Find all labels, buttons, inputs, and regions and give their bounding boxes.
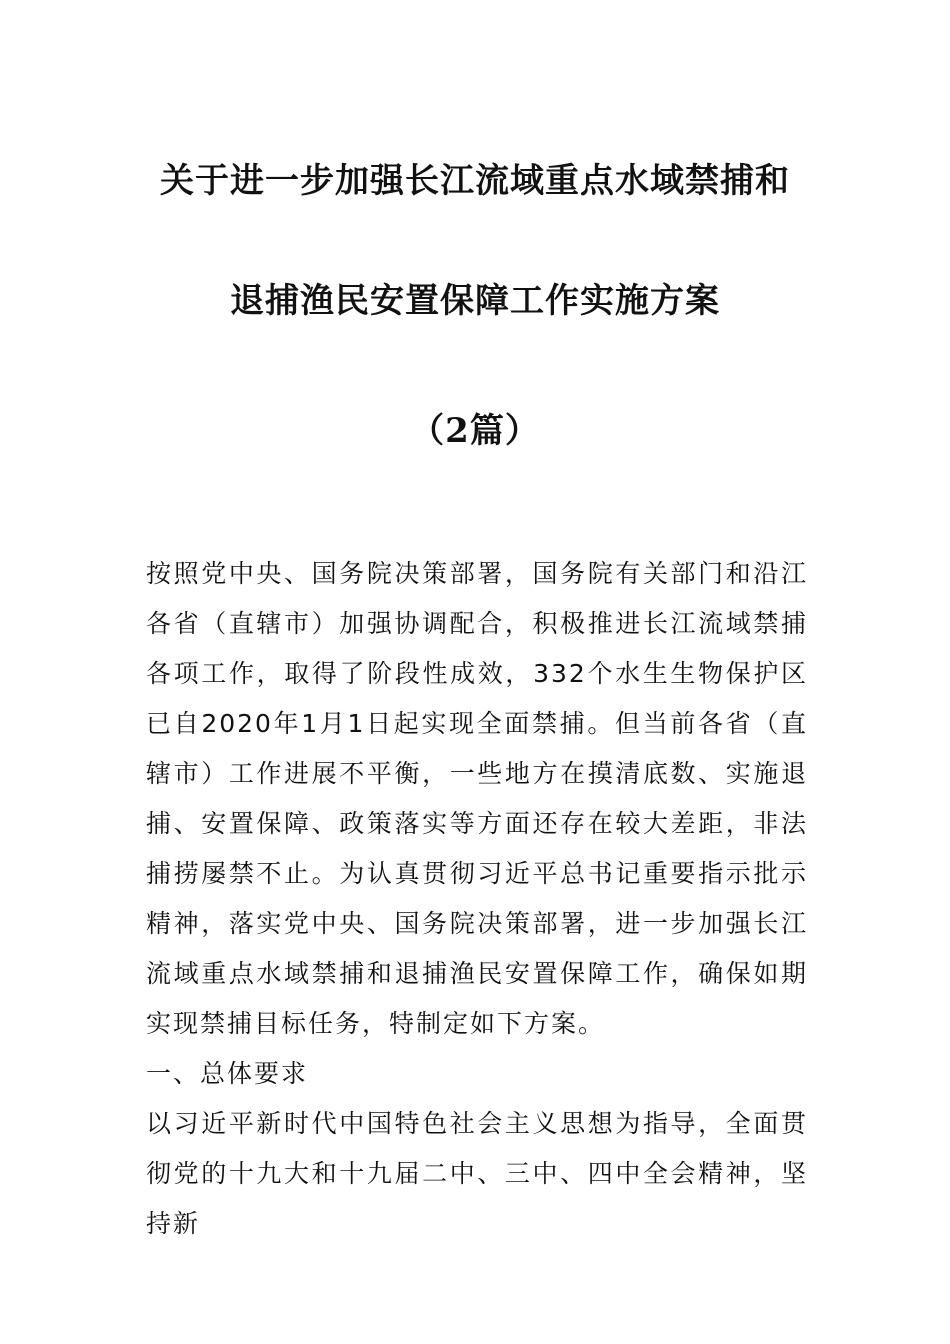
overall-requirements-paragraph: 以习近平新时代中国特色社会主义思想为指导，全面贯彻党的十九大和十九届二中、三中、四中全会精神，坚持新 bbox=[146, 1109, 808, 1238]
intro-paragraph: 按照党中央、国务院决策部署，国务院有关部门和沿江各省（直辖市）加强协调配合，积极推进长江流域禁捕各项工作，取得了阶段性成效，332个水生生物保护区已自2020年1月1日起实现全面禁捕。但当前各省（直辖市）工作进展不平衡，一些地方在摸清底数、实施退捕、安置保障、政策落实等方面还存在较大差距，非法捕捞屡禁不止。为认真贯彻习近平总书记重要指示批示精神，落实党中央、国务院决策部署，进一步加强长江流域重点水域禁捕和退捕渔民安置保障工作，确保如期实现禁捕目标任务，特制定如下方案。 bbox=[146, 559, 808, 1038]
document-body bbox=[146, 549, 808, 1249]
section-heading-overall-requirements: 一、总体要求 bbox=[146, 1059, 309, 1088]
document-title-count: （2篇） bbox=[410, 411, 540, 451]
document-title-line-2: 退捕渔民安置保障工作实施方案 bbox=[230, 281, 720, 321]
document-title-line-1: 关于进一步加强长江流域重点水域禁捕和 bbox=[160, 161, 790, 201]
